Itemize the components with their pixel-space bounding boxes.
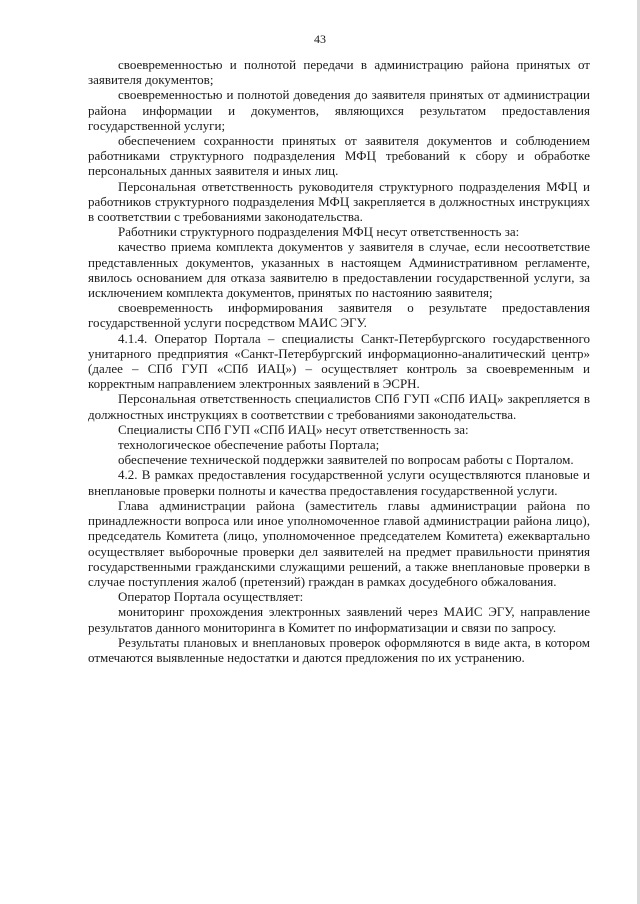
paragraph: мониторинг прохождения электронных заявлений через МАИС ЭГУ, направление результатов данного мониторинга в Комитет по информатизации и связи по запросу. bbox=[88, 604, 590, 635]
page-number: 43 bbox=[314, 32, 326, 46]
paragraph: обеспечение технической поддержки заявителей по вопросам работы с Порталом. bbox=[118, 452, 574, 468]
paragraph: своевременность информирования заявителя о результате предоставления государственной услуги посредством МАИС ЭГУ. bbox=[88, 300, 590, 331]
paragraph: Работники структурного подразделения МФЦ несут ответственность за: bbox=[118, 224, 520, 240]
document-body bbox=[88, 57, 590, 665]
paragraph: Персональная ответственность специалистов СПб ГУП «СПб ИАЦ» закрепляется в должностных инструкциях в соответствии с требованиями законодательства. bbox=[88, 391, 590, 422]
paragraph: Глава администрации района (заместитель главы администрации района по принадлежности вопроса или иное уполномоченное главой администрации района лицо), председатель Комитета (лицо, уполномоченное председателем Комитета) ежеквартально осуществляет выборочные проверки дел заявителей на предмет правильности принятия государственными гражданскими служащими решений, а также внеплановые проверки в случае поступления жалоб (претензий) граждан в рамках досудебного обжалования. bbox=[88, 497, 590, 589]
paragraph: Специалисты СПб ГУП «СПб ИАЦ» несут ответственность за: bbox=[118, 421, 469, 437]
paragraph: Оператор Портала осуществляет: bbox=[118, 589, 304, 605]
paragraph: своевременностью и полнотой передачи в администрацию района принятых от заявителя документов; bbox=[88, 57, 590, 88]
paragraph: 4.2. В рамках предоставления государственной услуги осуществляются плановые и внеплановые проверки полноты и качества предоставления государственной услуги. bbox=[88, 467, 590, 498]
paragraph: 4.1.4. Оператор Портала – специалисты Санкт-Петербургского государственного унитарного предприятия «Санкт-Петербургский информационно-аналитический центр» (далее – СПб ГУП «СПб ИАЦ») – осуществляет контроль за своевременным и корректным направлением электронных заявлений в ЭСРН. bbox=[88, 330, 590, 392]
paragraph: своевременностью и полнотой доведения до заявителя принятых от администрации района информации и документов, являющихся результатом предоставления государственной услуги; bbox=[88, 87, 590, 133]
paragraph: обеспечением сохранности принятых от заявителя документов и соблюдением работниками структурного подразделения МФЦ требований к сбору и обработке персональных данных заявителя и иных лиц. bbox=[88, 133, 590, 179]
paragraph: Персональная ответственность руководителя структурного подразделения МФЦ и работников структурного подразделения МФЦ закрепляется в должностных инструкциях в соответствии с требованиями законодательства. bbox=[88, 178, 590, 225]
paragraph: Результаты плановых и внеплановых проверок оформляются в виде акта, в котором отмечаются выявленные недостатки и даются предложения по их устранению. bbox=[88, 634, 590, 665]
paragraph: технологическое обеспечение работы Портала; bbox=[118, 437, 380, 453]
paragraph: качество приема комплекта документов у заявителя в случае, если несоответствие представленных документов, указанных в настоящем Административном регламенте, явилось основанием для отказа заявителю в предоставлении государственной услуги, за исключением комплекта документов, принятых по настоянию заявителя; bbox=[88, 239, 590, 301]
